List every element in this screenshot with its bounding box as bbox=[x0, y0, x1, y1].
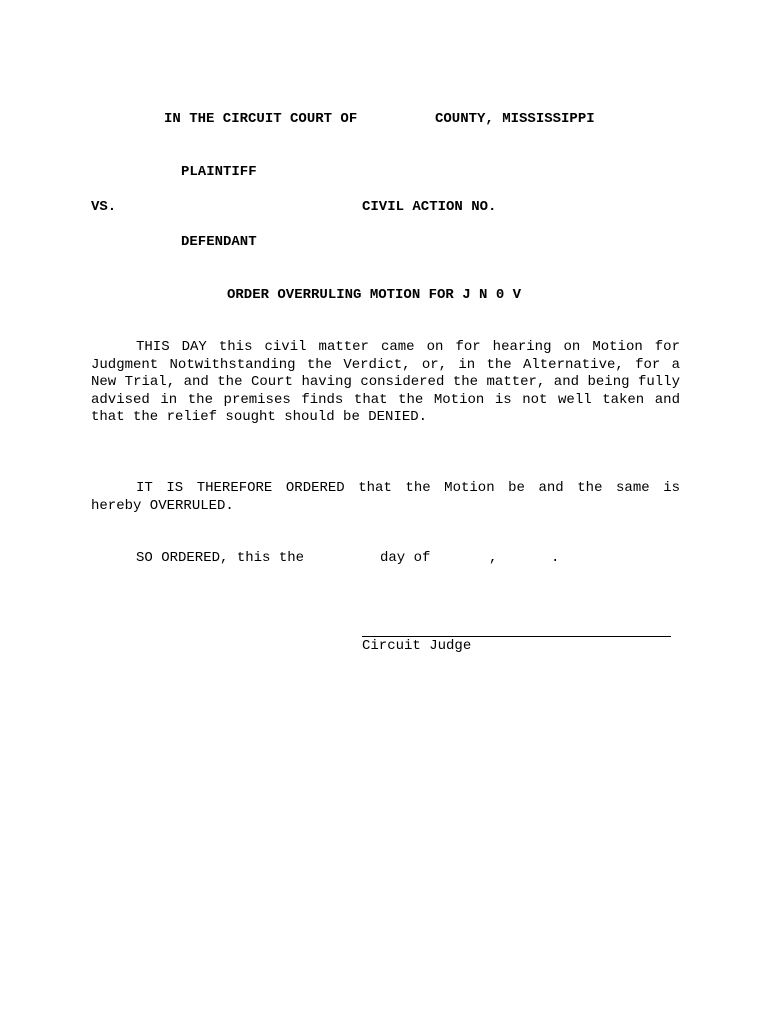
defendant-label: DEFENDANT bbox=[181, 234, 257, 250]
signature-label: Circuit Judge bbox=[362, 638, 472, 654]
date-comma: , bbox=[489, 550, 498, 566]
court-heading-right: COUNTY, MISSISSIPPI bbox=[435, 111, 595, 127]
so-ordered-text: SO ORDERED, this the bbox=[136, 550, 305, 566]
body-paragraph-2: IT IS THEREFORE ORDERED that the Motion be and the same is hereby OVERRULED. bbox=[91, 480, 680, 514]
civil-action-label: CIVIL ACTION NO. bbox=[362, 199, 497, 215]
signature-line bbox=[362, 636, 671, 637]
date-period: . bbox=[551, 550, 560, 566]
court-heading-left: IN THE CIRCUIT COURT OF bbox=[164, 111, 358, 127]
day-of-text: day of bbox=[380, 550, 431, 566]
body-paragraph-1: THIS DAY this civil matter came on for hearing on Motion for Judgment Notwithstanding the Verdict, or, in the Alternative, for a New Trial, and the Court having considered the matter, and being fully advised in the premises finds that the Motion is not well taken and that the relief sought should be DENIED. bbox=[91, 339, 680, 426]
document-title: ORDER OVERRULING MOTION FOR J N 0 V bbox=[227, 287, 522, 303]
plaintiff-label: PLAINTIFF bbox=[181, 164, 257, 180]
versus-label: VS. bbox=[91, 199, 117, 215]
